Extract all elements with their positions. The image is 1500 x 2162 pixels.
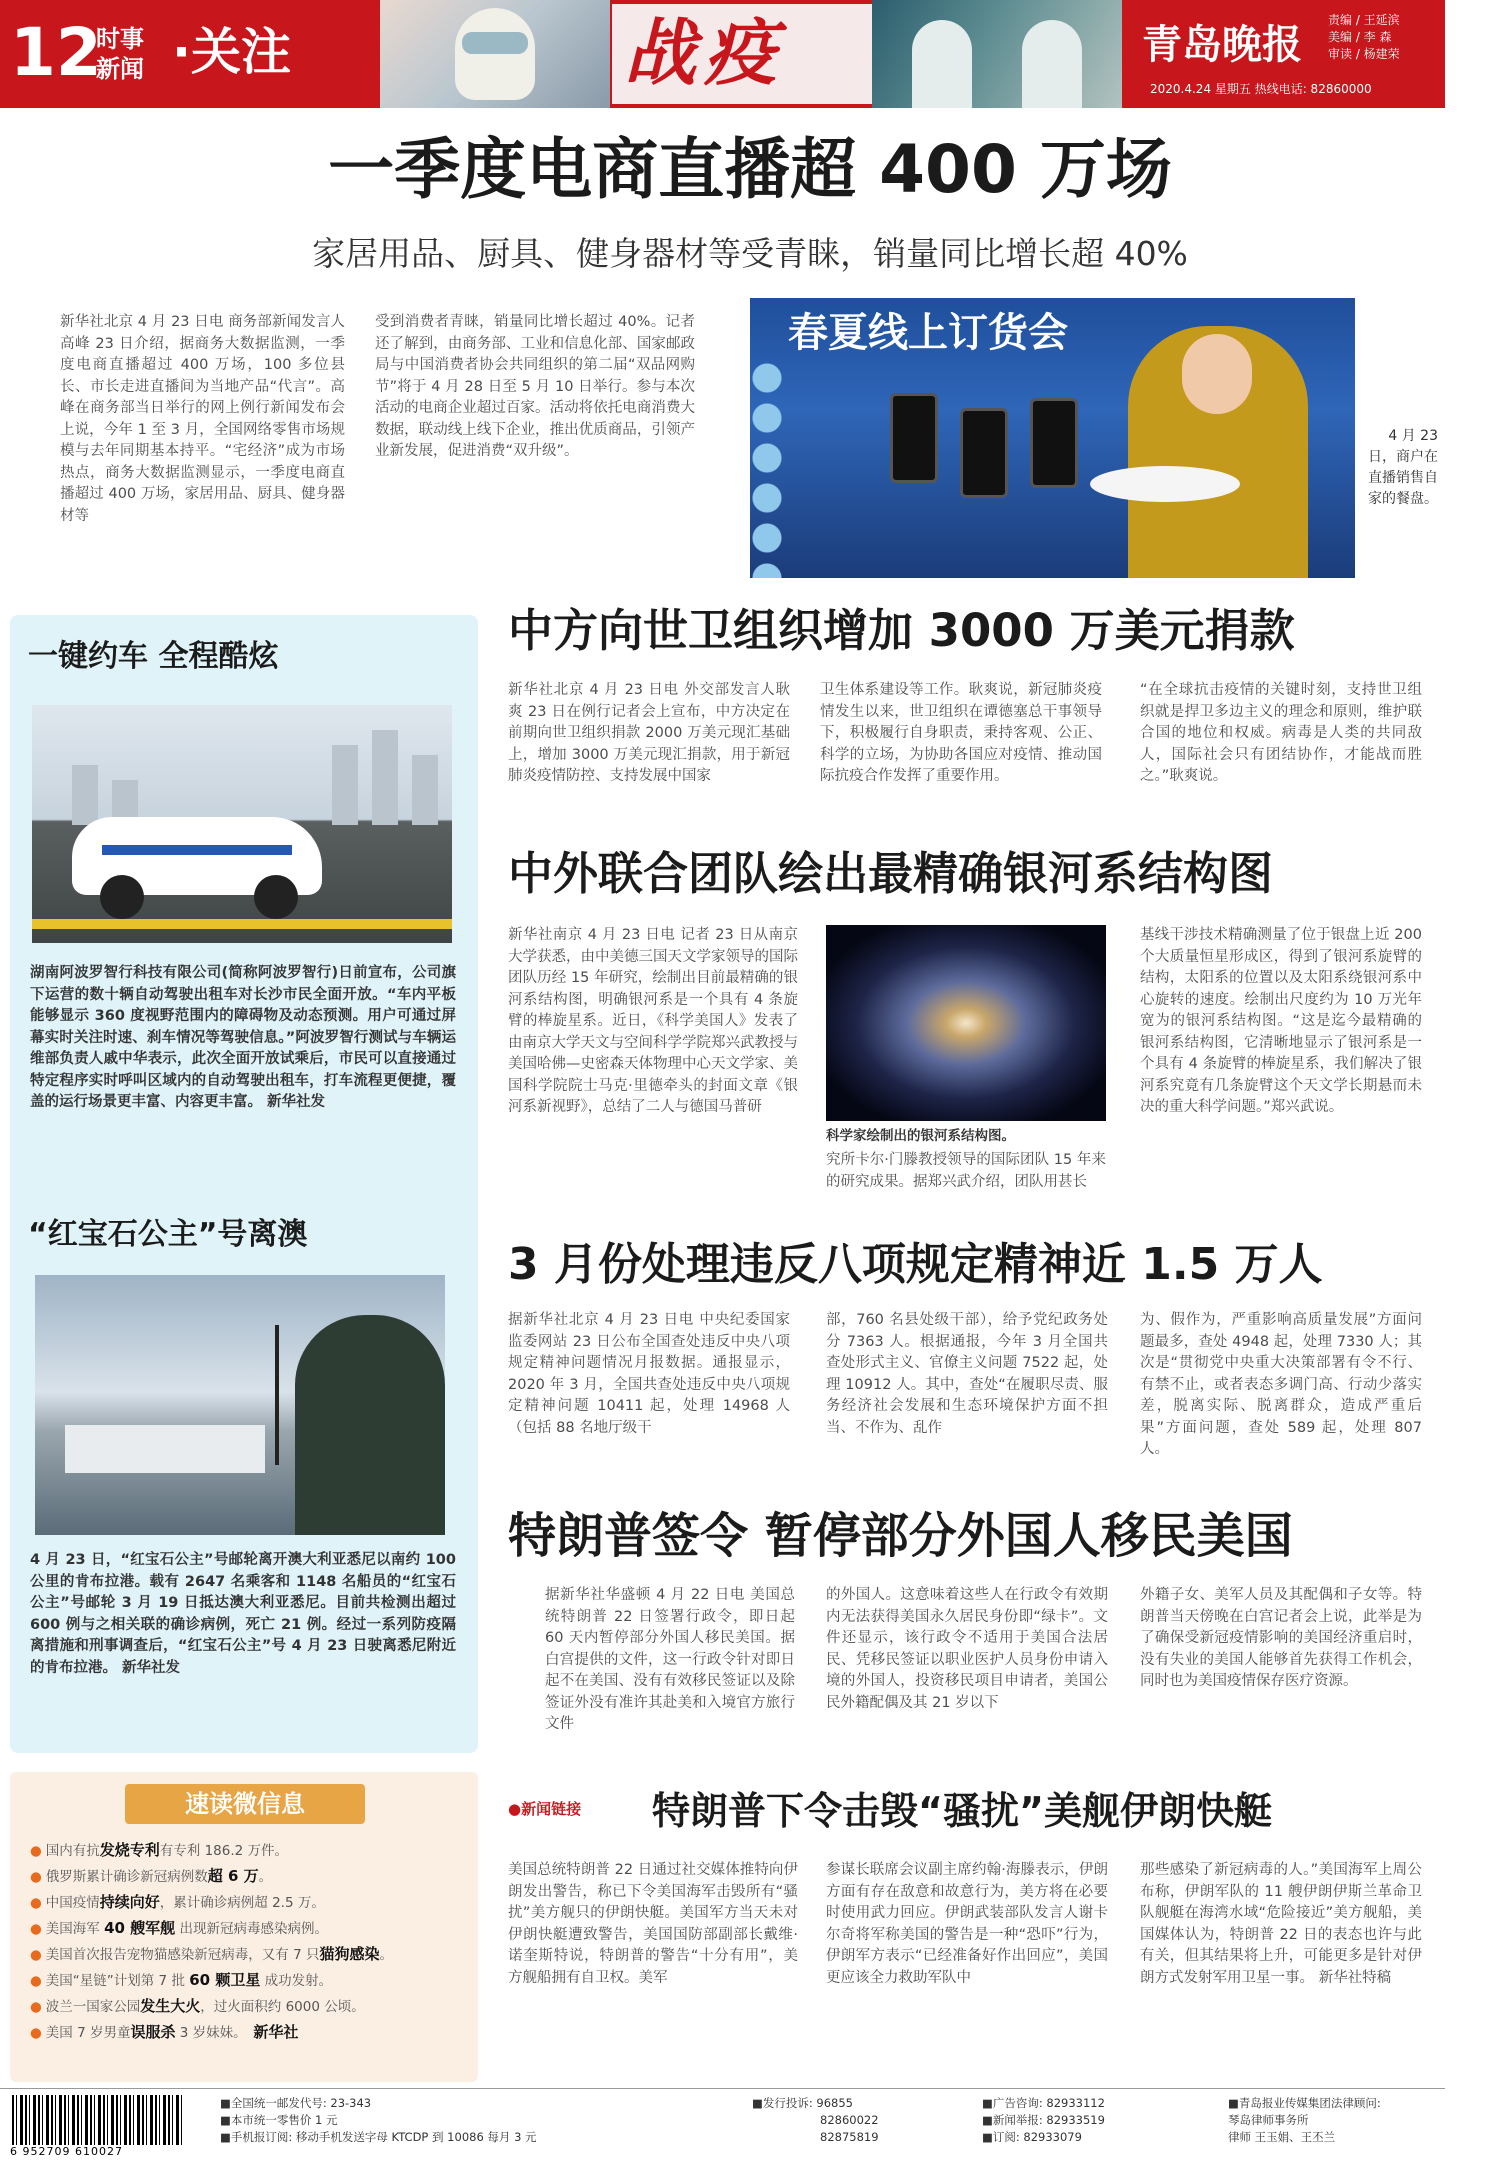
briefs-source: 新华社 (253, 2023, 299, 2041)
brief-item: ● 俄罗斯累计确诊新冠病例数超 6 万。 (30, 1867, 273, 1885)
iran-body-col1: 美国总统特朗普 22 日通过社交媒体推特向伊朗发出警告，称已下令美国海军击毁所有“骚扰”美方舰只的伊朗快艇。美国军方当天未对伊朗快艇遭致警告，美国国防部副部长戴维·诺奎斯特说，特朗普的警告“十分有用”，美方舰船拥有自卫权。美军 (508, 1862, 798, 1986)
banner-photo-medic (380, 0, 610, 108)
briefs-list (30, 1838, 462, 2046)
brief-item: ● 美国首次报告宠物猫感染新冠病毒，又有 7 只猫狗感染。 (30, 1945, 393, 1963)
barcode-number: 6 952709 610027 (10, 2145, 123, 2158)
brief-item: ● 美国 7 岁男童误服杀 3 岁妹妹。 新华社 (30, 2023, 299, 2041)
phone-icon (1030, 398, 1078, 488)
iran-body-col3: 那些感染了新冠病毒的人。”美国海军上周公布称，伊朗军队的 11 艘伊朗伊斯兰革命卫队舰艇在海湾水域“危险接近”美方舰船，美国媒体认为，特朗普 22 日的表态也许与此有关，但其结果将上升，可能更多是针对伊朗方式发射军用卫星一事。 新华社特稿 (1140, 1862, 1422, 1986)
headline-who-donation: 中方向世卫组织增加 3000 万美元捐款 (508, 604, 1295, 657)
discipline-body-col1: 据新华社北京 4 月 23 日电 中央纪委国家监委网站 23 日公布全国查处违反中央八项规定精神问题情况月报数据。通报显示，2020 年 3 月，全国共查处违反中央八项规定精神问题 10411 起，处理 14968 人（包括 88 名地厅级干 (508, 1312, 790, 1436)
lead-body-col2: 受到消费者青睐，销量同比增长超过 40%。记者还了解到，由商务部、工业和信息化部、国家邮政局与中国消费者协会共同组织的第二届“双品网购节”将于 4 月 28 日至 5 月 10 日举行。参与本次活动的电商企业超过百家。活动将依托电商消费大数据，联动线上线下企业，推出优质商品，引领产业新发展，促进消费“双升级”。 (375, 314, 695, 459)
photo-news-sidebar (10, 615, 478, 1753)
lead-headline: 一季度电商直播超 400 万场 (328, 131, 1172, 208)
who-body-col2: 卫生体系建设等工作。耿爽说，新冠肺炎疫情发生以来，世卫组织在谭德塞总干事领导下，积极履行自身职责，秉持客观、公正、科学的立场，为协助各国应对疫情、推动国际抗疫合作发挥了重要作用。 (820, 682, 1102, 784)
who-body-col3: “在全球抗击疫情的关键时刻，支持世卫组织就是捍卫多边主义的理念和原则，维护联合国的地位和权威。病毒是人类的共同敌人，国际社会只有团结协作，才能战而胜之。”耿爽说。 (1140, 682, 1422, 784)
livestream-photo (750, 298, 1355, 578)
galaxy-image-caption: 科学家绘制出的银河系结构图。 (826, 1128, 1015, 1144)
barcode-image (12, 2095, 182, 2145)
footer-distribution-info: ■全国统一邮发代号: 23-343 ■本市统一零售价 1 元 ■手机报订阅: 移动手机发送字母 KTCDP 到 10086 每月 3 元 (220, 2096, 537, 2144)
footer-legal-counsel: ■青岛报业传媒集团法律顾问: 琴岛律师事务所 律师 王玉娟、王丕兰 (1228, 2096, 1381, 2144)
galaxy-body-col2: 究所卡尔·门滕教授领导的国际团队 15 年来的研究成果。据郑兴武介绍，团队用甚长 (826, 1152, 1106, 1190)
lead-subheadline: 家居用品、厨具、健身器材等受青睐，销量同比增长超 40% (312, 234, 1188, 273)
headline-iran-boats: 特朗普下令击毁“骚扰”美舰伊朗快艇 (652, 1789, 1272, 1833)
brief-item: ● 波兰一国家公园发生大火，过火面积约 6000 公顷。 (30, 1997, 365, 2015)
iran-body-col2: 参谋长联席会议副主席约翰·海滕表示，伊朗方面有存在敌意和故意行为，美方将在必要时使用武力回应。伊朗武装部队发言人谢卡尔奇将军称美国的警告是一种“恐吓”行为，伊朗军方表示“已经准备好作出回应”，美国更应该全力救助军队中 (826, 1862, 1108, 1986)
discipline-body-col3: 为、假作为，严重影响高质量发展”方面问题最多，查处 4948 起，处理 7330 人；其次是“贯彻党中央重大决策部署有令不行、有禁不止，或者表态多调门高、行动少落实差，脱离实际、脱离群众，造成严重后果”方面问题，查处 589 起，处理 807 人。 (1140, 1312, 1422, 1457)
photo-banner-text: 春夏线上订货会 (788, 310, 1068, 356)
headline-immigration-order: 特朗普签令 暂停部分外国人移民美国 (508, 1508, 1293, 1564)
robotaxi-photo (32, 705, 452, 943)
page-footer (0, 2088, 1445, 2162)
immigration-body-col2: 的外国人。这意味着这些人在行政令有效期内无法获得美国永久居民身份即“绿卡”。文件还显示，该行政令不适用于美国合法居民、凭移民签证以职业医护人员身份申请入境的外国人，投资移民项目申请者，美国公民外籍配偶及其 21 岁以下 (826, 1587, 1108, 1711)
brief-item: ● 中国疫情持续向好，累计确诊病例超 2.5 万。 (30, 1893, 325, 1911)
discipline-body-col2: 部，760 名县处级干部），给予党纪政务处分 7363 人。根据通报，今年 3 月全国共查处形式主义、官僚主义问题 7522 起，处理 10912 人。其中，查处“在履职尽责、服务经济社会发展和生态环境保护方面不担当、不作为、乱作 (826, 1312, 1108, 1436)
brief-item: ● 国内有抗发烧专利有专利 186.2 万件。 (30, 1841, 289, 1859)
phone-icon (960, 408, 1008, 498)
footer-complaint-phones: ■发行投诉: 96855 82860022 82875819 (752, 2096, 879, 2144)
news-link-tag: ●新闻链接 (508, 1800, 582, 1818)
phone-icon (890, 393, 938, 483)
banner-photo-medics (872, 0, 1122, 108)
sidebar-headline-ship: “红宝石公主”号离澳 (28, 1217, 308, 1252)
briefs-title: 速读微信息 (125, 1784, 365, 1824)
brief-item: ● 美国“星链”计划第 7 批 60 颗卫星 成功发射。 (30, 1971, 333, 1989)
headline-galaxy-map: 中外联合团队绘出最精确银河系结构图 (508, 847, 1274, 900)
editor-credits: 责编 / 王延滨 美编 / 李 森 审读 / 杨建荣 (1328, 13, 1400, 61)
galaxy-body-col3: 基线干涉技术精确测量了位于银盘上近 200 个大质量恒星形成区，得到了银河系旋臂的结构，太阳系的位置以及太阳系绕银河系中心旋转的速度。绘制出尺度约为 10 万光年宽为的银河系结构图。“这是迄今最精确的银河系结构图，它清晰地显示了银河系是一个具有 4 条旋臂的棒旋星系，我们解决了银河系究竟有几条旋臂这个天文学长期悬而未决的重大科学问题。”郑兴武说。 (1140, 927, 1422, 1115)
cruise-ship-photo (35, 1275, 445, 1535)
immigration-body-col1: 据新华社华盛顿 4 月 22 日电 美国总统特朗普 22 日签署行政令，即日起 60 天内暂停部分外国人移民美国。据白宫提供的文件，这一行政令针对即日起不在美国、没有有效移民签证以及除签证外没有准许其赴美和入境官方旅行文件 (545, 1587, 795, 1732)
news-briefs-box (10, 1772, 478, 2082)
date-line: 2020.4.24 星期五 热线电话: 82860000 (1150, 82, 1372, 96)
campaign-logo: 战疫 (612, 4, 872, 104)
sidebar-text-ship: 4 月 23 日，“红宝石公主”号邮轮离开澳大利亚悉尼以南约 100 公里的肯布拉港。载有 2647 名乘客和 1148 名船员的“红宝石公主”号邮轮 3 月 19 日抵达澳大利亚悉尼。目前共检测出超过 600 例与之相关联的确诊病例，死亡 21 例。经过一系列防疫隔离措施和刑事调查后，“红宝石公主”号 4 月 23 日驶离悉尼附近的肯布拉港。 新华社发 (30, 1552, 456, 1676)
immigration-body-col3: 外籍子女、美军人员及其配偶和子女等。特朗普当天傍晚在白宫记者会上说，此举是为了确保受新冠疫情影响的美国经济重启时，没有失业的美国人能够首先获得工作机会，同时也为美国疫情保存医疗资源。 (1140, 1587, 1422, 1689)
newspaper-logo: 青岛晚报 (1142, 21, 1302, 68)
page-number: 12 (10, 14, 102, 91)
sidebar-text-car: 湖南阿波罗智行科技有限公司(简称阿波罗智行)日前宣布，公司旗下运营的数十辆自动驾驶出租车对长沙市民全面开放。“车内平板能够显示 360 度视野范围内的障碍物及动态预测。用户可通过屏幕实时关注时速、刹车情况等驾驶信息。”阿波罗智行测试与车辆运维部负责人戚中华表示，此次全面开放试乘后，市民可以直接通过特定程序实时呼叫区域内的自动驾驶出租车，打车流程更便捷，覆盖的运行场景更丰富、内容更丰富。 新华社发 (30, 965, 456, 1110)
section-small-label: 时事 新闻 (96, 25, 144, 83)
livestream-photo-caption: 4 月 23 日，商户在直播销售自家的餐盘。 (1368, 428, 1438, 507)
brief-item: ● 美国海军 40 艘军舰 出现新冠病毒感染病例。 (30, 1919, 328, 1937)
sidebar-headline-car: 一键约车 全程酷炫 (28, 639, 279, 674)
lead-body-col1: 新华社北京 4 月 23 日电 商务部新闻发言人高峰 23 日介绍，据商务大数据监测，一季度电商直播超过 400 万场，100 多位县长、市长走进直播间为当地产品“代言”。高峰在商务部当日举行的网上例行新闻发布会上说，今年 1 至 3 月，全国网络零售市场规模与去年同期基本持平。“宅经济”成为市场热点，商务大数据监测显示，一季度电商直播超过 400 万场，家居用品、厨具、健身器材等 (60, 314, 345, 524)
section-title: ·关注 (172, 23, 291, 81)
footer-contact-phones: ■广告咨询: 82933112 ■新闻举报: 82933519 ■订阅: 82933079 (982, 2096, 1105, 2144)
who-body-col1: 新华社北京 4 月 23 日电 外交部发言人耿爽 23 日在例行记者会上宣布，中方决定在前期向世卫组织捐款 2000 万美元现汇基础上，增加 3000 万美元现汇捐款，用于新冠肺炎疫情防控、支持发展中国家 (508, 682, 790, 784)
milky-way-image (826, 925, 1106, 1121)
headline-discipline: 3 月份处理违反八项规定精神近 1.5 万人 (508, 1239, 1323, 1290)
page-banner (0, 0, 1445, 108)
galaxy-body-col1: 新华社南京 4 月 23 日电 记者 23 日从南京大学获悉，由中美德三国天文学家领导的国际团队历经 15 年研究，绘制出目前最精确的银河系结构图，明确银河系是一个具有 4 条旋臂的棒旋星系。近日，《科学美国人》发表了由南京大学天文与空间科学学院郑兴武教授与美国哈佛—史密森天体物理中心天文学家、美国科学院院士马克·里德牵头的封面文章《银河系新视野》，总结了二人与德国马普研 (508, 927, 798, 1115)
